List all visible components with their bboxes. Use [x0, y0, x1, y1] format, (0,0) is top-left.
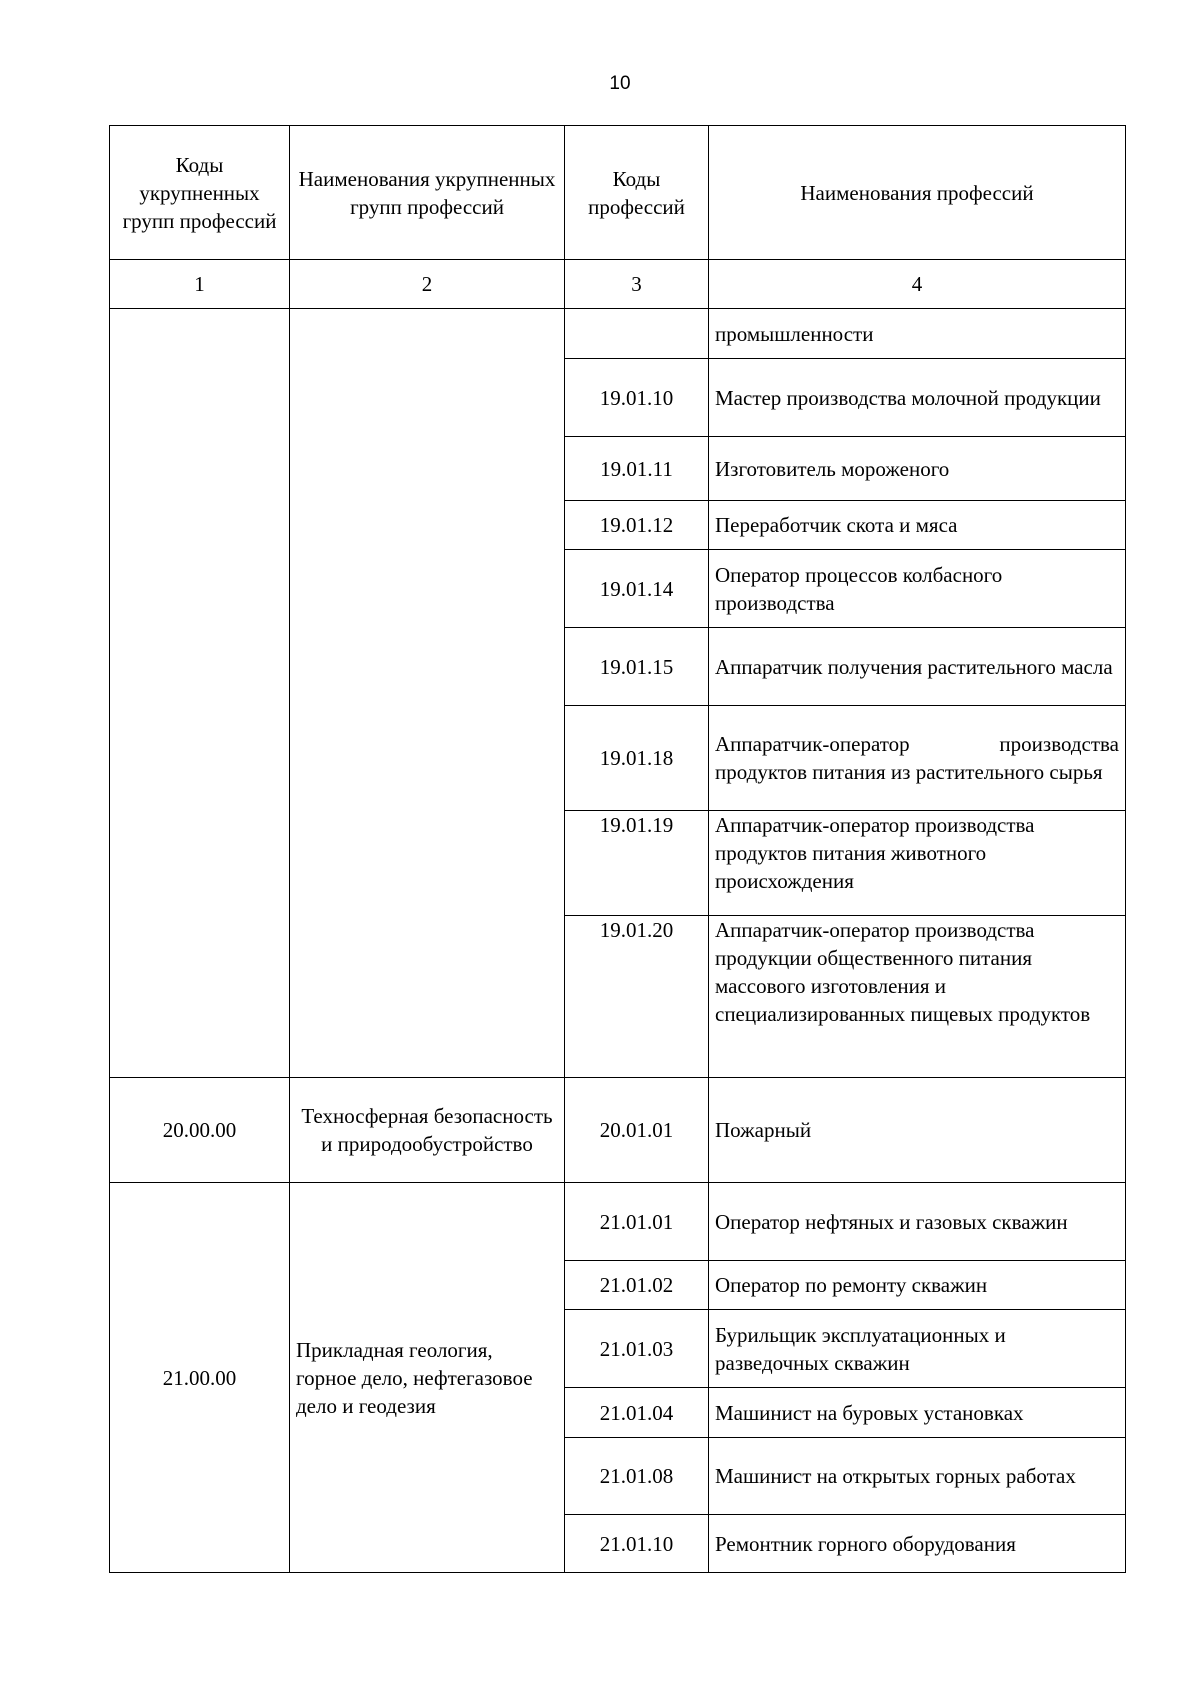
- column-number: 4: [709, 260, 1126, 309]
- profession-code-cell: 19.01.11: [565, 437, 709, 501]
- profession-name-cell: Оператор по ремонту скважин: [709, 1261, 1126, 1310]
- profession-name-cell: Бурильщик эксплуатационных и разведочных скважин: [709, 1310, 1126, 1388]
- profession-code-cell: 21.01.01: [565, 1183, 709, 1261]
- header-group-names: Наименования укрупненных групп профессий: [290, 126, 565, 260]
- table-row: [110, 1078, 1126, 1183]
- profession-name-cell: Пожарный: [709, 1078, 1126, 1183]
- group-name-cell: Техносферная безопасность и природообустройство: [290, 1078, 565, 1183]
- profession-code-cell: [565, 309, 709, 359]
- profession-name-cell: Аппаратчик-оператор производства продуктов питания из растительного сырья: [709, 706, 1126, 811]
- column-number: 1: [110, 260, 290, 309]
- profession-code-cell: 19.01.15: [565, 628, 709, 706]
- profession-code-cell: 19.01.20: [565, 916, 709, 1078]
- profession-code-cell: 21.01.04: [565, 1388, 709, 1438]
- header-profession-names: Наименования профессий: [709, 126, 1126, 260]
- column-numbers-row: [110, 260, 1126, 309]
- profession-name-cell: Ремонтник горного оборудования: [709, 1515, 1126, 1573]
- header-group-codes: Коды укрупненных групп профессий: [110, 126, 290, 260]
- table-row: [110, 1183, 1126, 1261]
- profession-name-cell: Изготовитель мороженого: [709, 437, 1126, 501]
- profession-name-cell: Аппаратчик-оператор производства продуктов питания животного происхождения: [709, 811, 1126, 916]
- group-name-cell: Прикладная геология, горное дело, нефтегазовое дело и геодезия: [290, 1183, 565, 1573]
- profession-code-cell: 19.01.10: [565, 359, 709, 437]
- profession-name-cell: Машинист на буровых установках: [709, 1388, 1126, 1438]
- profession-name-cell: промышленности: [709, 309, 1126, 359]
- profession-name-cell: Оператор процессов колбасного производства: [709, 550, 1126, 628]
- table-row: [110, 309, 1126, 359]
- profession-name-cell: Мастер производства молочной продукции: [709, 359, 1126, 437]
- continued-group-code-cell: [110, 309, 290, 1078]
- profession-code-cell: 21.01.08: [565, 1438, 709, 1515]
- profession-name-cell: Переработчик скота и мяса: [709, 501, 1126, 550]
- profession-code-cell: 21.01.02: [565, 1261, 709, 1310]
- page-number: 10: [609, 73, 631, 94]
- group-code-cell: 21.00.00: [110, 1183, 290, 1573]
- profession-name-cell: Аппаратчик получения растительного масла: [709, 628, 1126, 706]
- profession-name-cell: Оператор нефтяных и газовых скважин: [709, 1183, 1126, 1261]
- column-number: 3: [565, 260, 709, 309]
- profession-code-cell: 19.01.18: [565, 706, 709, 811]
- profession-name-cell: Машинист на открытых горных работах: [709, 1438, 1126, 1515]
- profession-code-cell: 19.01.12: [565, 501, 709, 550]
- group-code-cell: 20.00.00: [110, 1078, 290, 1183]
- profession-code-cell: 21.01.10: [565, 1515, 709, 1573]
- professions-table: [109, 125, 1126, 1573]
- profession-code-cell: 20.01.01: [565, 1078, 709, 1183]
- profession-code-cell: 21.01.03: [565, 1310, 709, 1388]
- profession-name-cell: Аппаратчик-оператор производства продукции общественного питания массового изготовления и специализированных пищевых продуктов: [709, 916, 1126, 1078]
- header-profession-codes: Коды профессий: [565, 126, 709, 260]
- profession-code-cell: 19.01.14: [565, 550, 709, 628]
- continued-group-name-cell: [290, 309, 565, 1078]
- profession-code-cell: 19.01.19: [565, 811, 709, 916]
- column-number: 2: [290, 260, 565, 309]
- table-header-row: [110, 126, 1126, 260]
